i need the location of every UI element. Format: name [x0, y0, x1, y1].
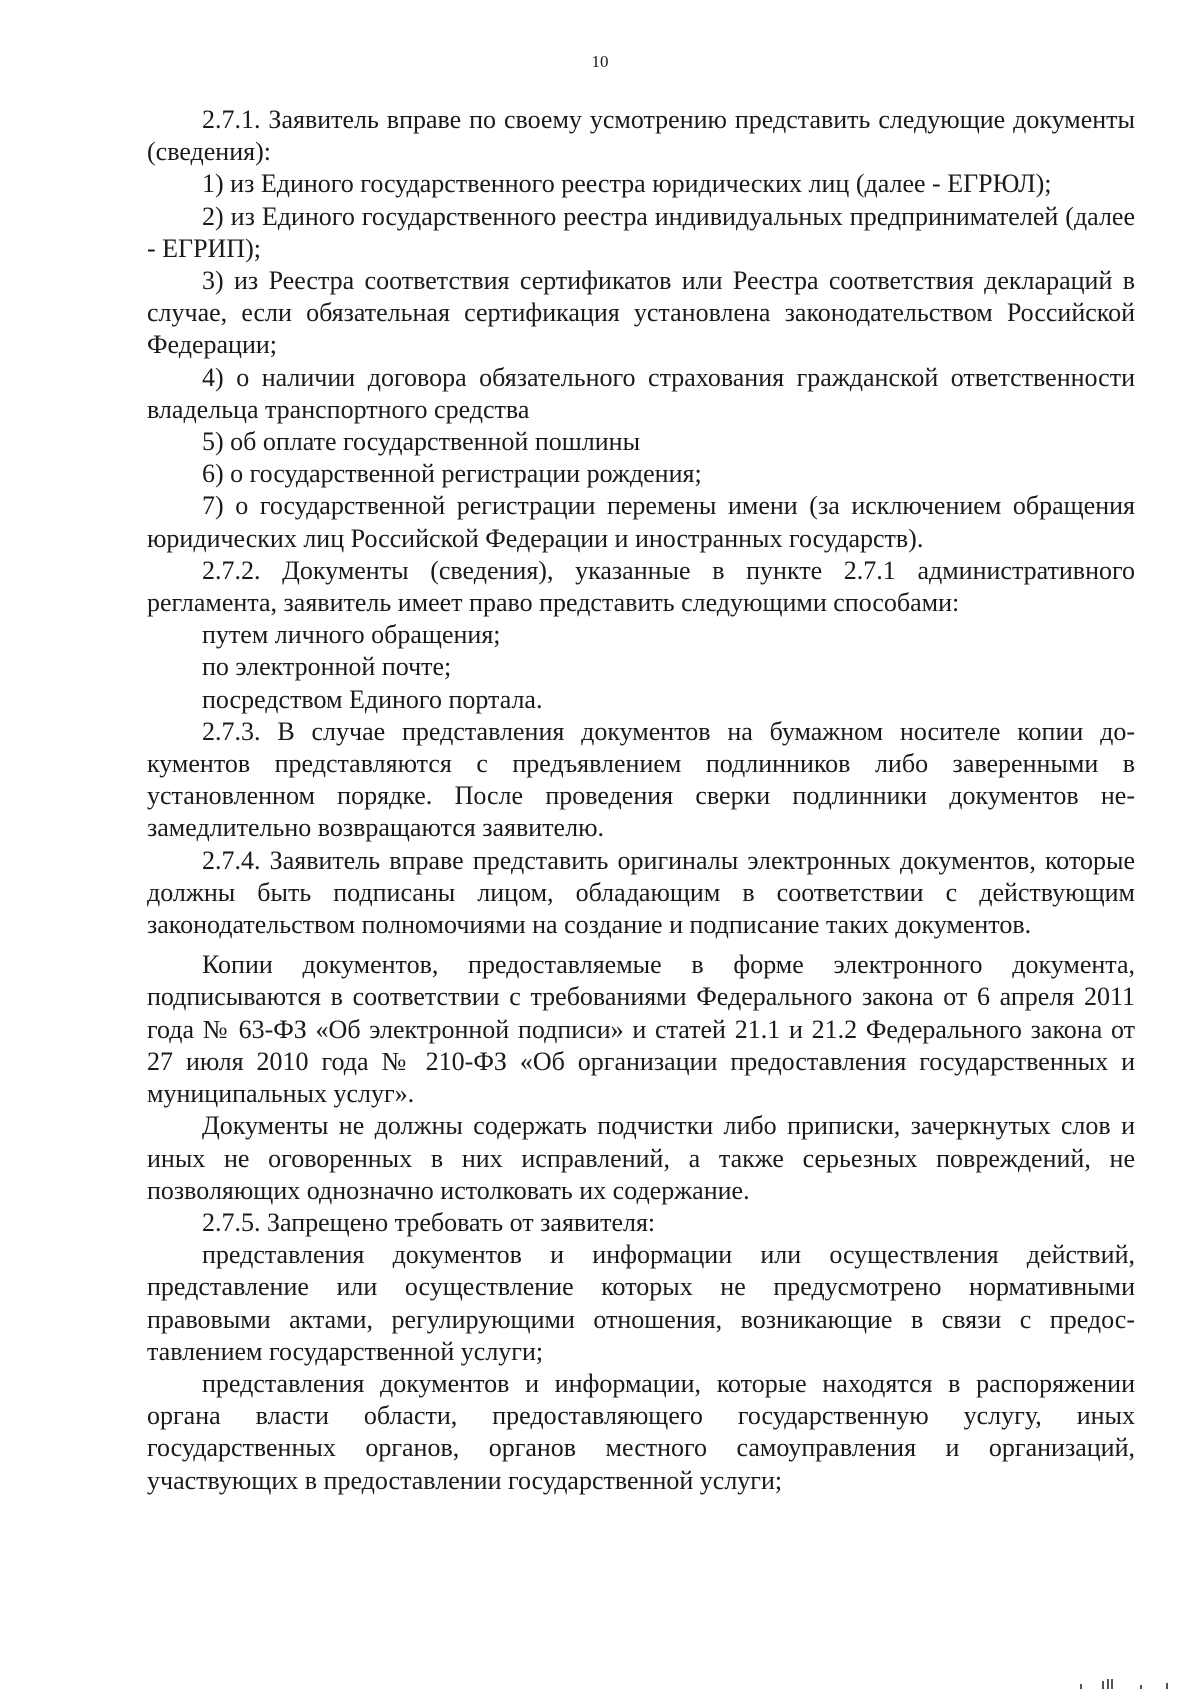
paragraph-2-7-3: 2.7.3. В случае представления документов на бумажном носителе копии документов представляются с предъявлением подлинников либо заверенными в установленном порядке. После проведения сверки подлинники документов незамедлительно возвращаются заявителю.: [147, 716, 1135, 843]
list-item-7-name-change: 7) о государственной регистрации перемены имени (за исключением обращения юридических лиц Российской Федерации и иностранных государств).: [147, 491, 1135, 553]
paragraph-2-7-2: 2.7.2. Документы (сведения), указанные в пункте 2.7.1 административного регламента, заявитель имеет право представить следующими способами:: [147, 555, 1135, 618]
method-portal: посредством Единого портала.: [202, 684, 543, 714]
list-item-3-certificates: 3) из Реестра соответствия сертификатов или Реестра соответствия деклараций в случае, если обязательная сертификация установлена законодательством Российской Федерации;: [147, 266, 1135, 360]
prohibition-item-2: представления документов и информации, которые находятся в распоряжении органа власти области, предоставляющего государственную услугу, иных государственных органов, органов местного самоуправления и организаций, участвующих в предоставлении государственной услуги;: [147, 1368, 1135, 1495]
paragraph-copies: Копии документов, предоставляемые в форме электронного документа, подписываются в соответствии с требованиями Федерального закона от 6 апреля 2011 года № 63-ФЗ «Об электронной подписи» и статей 21.1 и 21.2 Федерального закона от 27 июля 2010 года № 210-ФЗ «Об организации предоставления государственных и муниципальных услуг».: [147, 950, 1135, 1109]
paragraph-2-7-1: 2.7.1. Заявитель вправе по своему усмотрению представить следующие документы (сведения):: [147, 105, 1135, 167]
list-item-5-duty: 5) об оплате государственной пошлины: [202, 427, 641, 457]
paragraph-no-corrections: Документы не должны содержать подчистки либо приписки, зачеркнутых слов и иных не оговоренных в них исправлений, а также серьезных повреждений, не позволяющих однозначно истолковать их содержание.: [147, 1111, 1135, 1205]
list-item-2-egrip: 2) из Единого государственного реестра индивидуальных предпринимателей (далее - ЕГРИП);: [147, 201, 1135, 263]
list-item-1-egrul: 1) из Единого государственного реестра юридических лиц (далее - ЕГРЮЛ);: [202, 169, 1052, 199]
document-body: [147, 104, 1135, 1497]
paragraph-2-7-4: 2.7.4. Заявитель вправе представить оригиналы электронных документов, которые должны быть подписаны лицом, обладающим в соответствии с действующим законодательством полномочиями на создание и подписание таких документов.: [147, 845, 1135, 940]
scan-artifact: [1080, 1679, 1170, 1689]
page-number: 10: [591, 52, 609, 71]
method-personal: путем личного обращения;: [202, 620, 501, 650]
prohibition-item-1: представления документов и информации или осуществления действий, представление или осуществление которых не предусмотрено нормативными правовыми актами, регулирующими отношения, возникающие в связи с предоставлением государственной услуги;: [147, 1240, 1135, 1366]
paragraph-2-7-5: 2.7.5. Запрещено требовать от заявителя:: [202, 1207, 656, 1237]
list-item-4-insurance: 4) о наличии договора обязательного страхования гражданской ответственности владельца транспортного средства: [147, 362, 1135, 424]
method-email: по электронной почте;: [202, 652, 452, 682]
list-item-6-birth: 6) о государственной регистрации рождения;: [202, 459, 702, 489]
